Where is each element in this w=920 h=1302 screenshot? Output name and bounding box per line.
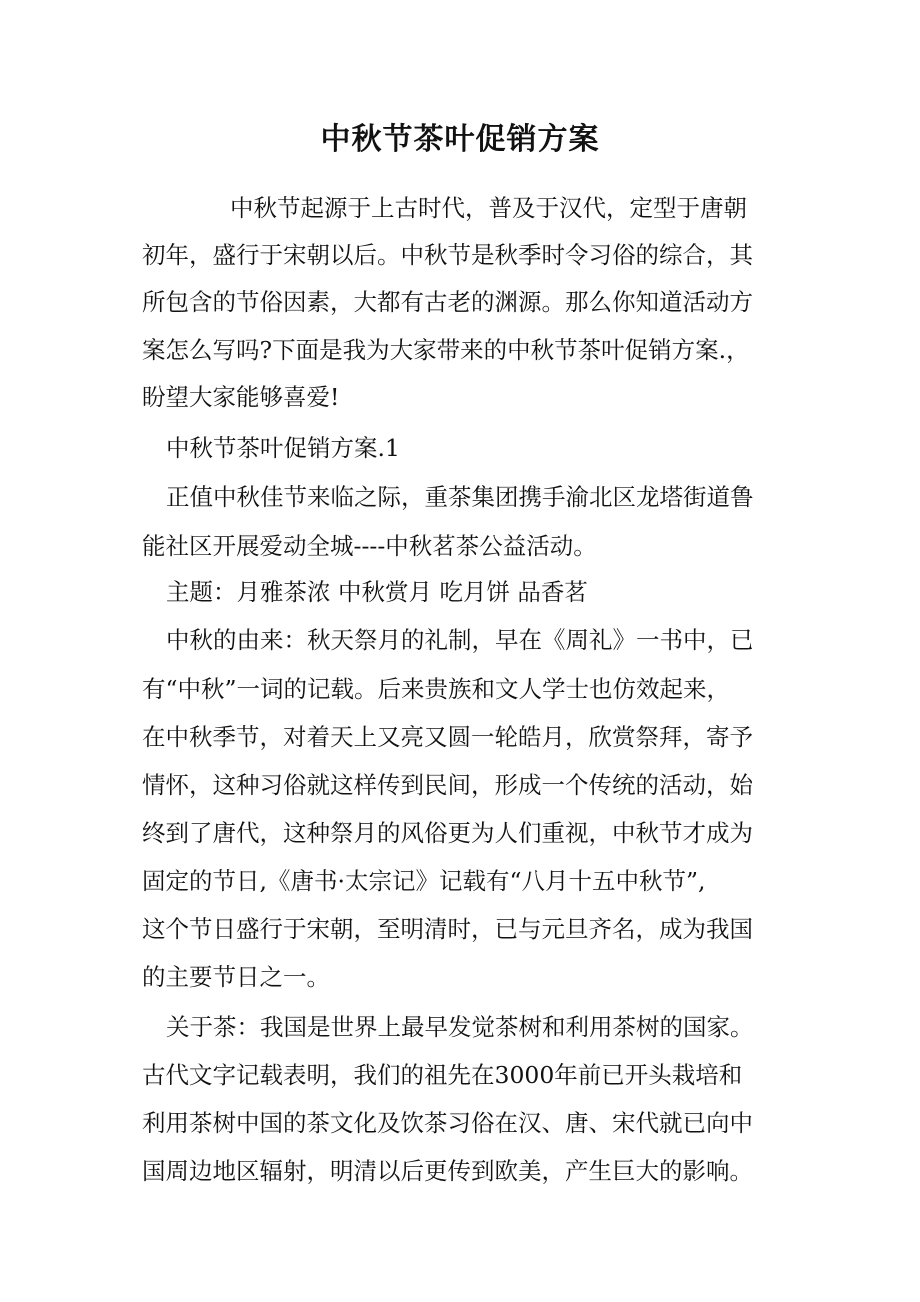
paragraph-line: 能社区开展爱动全城----中秋茗茶公益活动。 — [142, 532, 597, 560]
paragraph-line: 盼望大家能够喜爱! — [142, 383, 340, 411]
paragraph-line: 情怀，这种习俗就这样传到民间，形成一个传统的活动，始 — [142, 771, 753, 799]
document-title: 中秋节茶叶促销方案 — [320, 122, 600, 157]
paragraph-line: 初年，盛行于宋朝以后。中秋节是秋季时令习俗的综合，其 — [142, 241, 753, 269]
paragraph-line: 有“中秋”一词的记载。后来贵族和文人学士也仿效起来， — [142, 675, 731, 703]
paragraph-line: 正值中秋佳节来临之际，重茶集团携手渝北区龙塔街道鲁 — [166, 483, 754, 511]
theme-line: 主题：月雅茶浓 中秋赏月 吃月饼 品香茗 — [166, 578, 588, 606]
paragraph-line: 国周边地区辐射，明清以后更传到欧美，产生巨大的影响。 — [142, 1157, 753, 1185]
section-heading: 中秋节茶叶促销方案.1 — [166, 434, 400, 462]
paragraph-line: 的主要节日之一。 — [142, 963, 330, 991]
paragraph-line: 案怎么写吗?下面是我为大家带来的中秋节茶叶促销方案.， — [142, 336, 750, 364]
paragraph-line: 中秋的由来：秋天祭月的礼制，早在《周礼》一书中，已 — [166, 626, 754, 654]
paragraph-line: 在中秋季节，对着天上又亮又圆一轮皓月，欣赏祭拜，寄予 — [142, 723, 753, 751]
paragraph-line: 利用茶树中国的茶文化及饮茶习俗在汉、唐、宋代就已向中 — [142, 1109, 753, 1137]
paragraph-line: 所包含的节俗因素，大都有古老的渊源。那么你知道活动方 — [142, 288, 753, 316]
paragraph-line: 中秋节起源于上古时代，普及于汉代，定型于唐朝 — [230, 194, 747, 222]
paragraph-line: 关于茶：我国是世界上最早发觉茶树和利用茶树的国家。 — [166, 1013, 754, 1041]
paragraph-line: 这个节日盛行于宋朝，至明清时，已与元旦齐名，成为我国 — [142, 915, 753, 943]
paragraph-line: 古代文字记载表明，我们的祖先在3000年前已开头栽培和 — [142, 1061, 743, 1089]
paragraph-line: 终到了唐代，这种祭月的风俗更为人们重视，中秋节才成为 — [142, 819, 753, 847]
paragraph-line: 固定的节日,《唐书·太宗记》记载有“八月十五中秋节”, — [142, 867, 706, 895]
